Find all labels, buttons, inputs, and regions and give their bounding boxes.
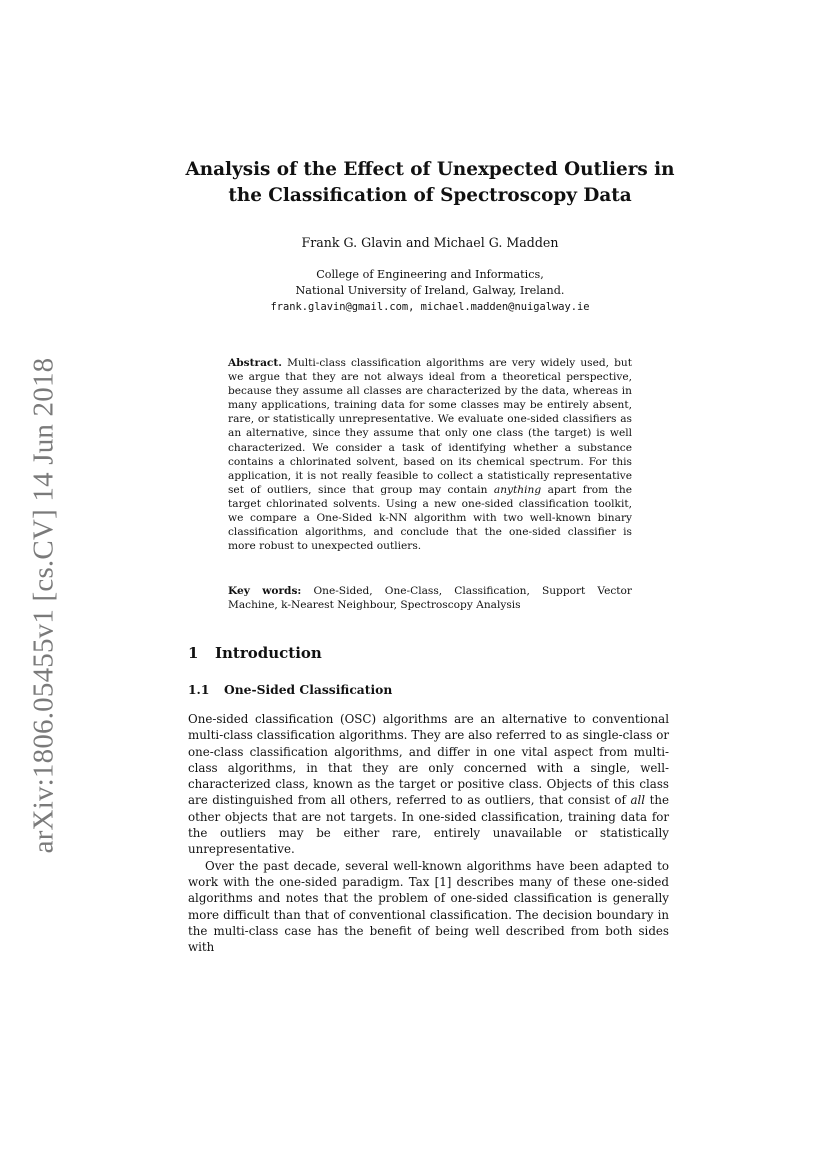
subsection-title: One-Sided Classification — [224, 682, 393, 697]
title-line-2: the Classification of Spectroscopy Data — [228, 185, 632, 206]
affiliation — [160, 267, 700, 315]
paragraph-1-part2: the other objects that are not targets. In one-sided classification, training data for the outliers may be either rare, entirely unavailable or statistically unrepresentative. — [188, 793, 670, 857]
abstract-text-part1: Multi-class classification algorithms are very widely used, but we argue that they are not always ideal from a theoretical perspective, because they assume all classes are characterized by the data, whereas in many applications, training data for some classes may be entirely absent, rare, or statistically unrepresentative. We evaluate one-sided classifiers as an alternative, since they assume that only one class (the target) is well characterized. We consider a task of identifying whether a substance contains a chlorinated solvent, based on its chemical spectrum. For this application, it is not really feasible to collect a statistically representative set of outliers, since that group may contain — [228, 357, 632, 496]
paragraph-1-part1: One-sided classification (OSC) algorithms are an alternative to conventional multi-class classification algorithms. They are also referred to as single-class or one-class classification algorithms, and differ in one vital aspect from multi-class algorithms, in that they are only concerned with a single, well-characterized class, known as the target or positive class. Objects of this class are distinguished from all others, referred to as outliers, that consist of — [188, 712, 669, 808]
title-line-1: Analysis of the Effect of Unexpected Outliers in — [185, 159, 675, 180]
arxiv-identifier: arXiv:1806.05455v1 [cs.CV] 14 Jun 2018 — [27, 357, 60, 853]
abstract — [228, 356, 632, 553]
abstract-label: Abstract. — [228, 357, 282, 369]
paragraph-1 — [188, 711, 669, 858]
section-heading — [188, 644, 322, 662]
abstract-emphasis: anything — [493, 483, 542, 496]
paragraph-1-emphasis: all — [630, 793, 646, 808]
subsection-heading — [188, 682, 392, 697]
paragraph-2: Over the past decade, several well-known algorithms have been adapted to work with the one-sided paradigm. Tax [1] describes many of these one-sided algorithms and notes that the problem of one-sided classification is generally more difficult than that of conventional classification. The decision boundary in the multi-class case has the benefit of being well described from both sides with — [188, 858, 669, 955]
author-emails: frank.glavin@gmail.com, michael.madden@nuigalway.ie — [270, 301, 590, 313]
paper-title — [160, 157, 700, 209]
affiliation-line-1: College of Engineering and Informatics, — [316, 268, 544, 281]
subsection-number: 1.1 — [188, 682, 210, 697]
section-number: 1 — [188, 644, 199, 662]
abstract-text-part2: apart from the target chlorinated solvents. Using a new one-sided classification toolkit, we compare a One-Sided k-NN algorithm with two well-known binary classification algorithms, and conclude that the one-sided classifier is more robust to unexpected outliers. — [228, 483, 632, 553]
authors: Frank G. Glavin and Michael G. Madden — [301, 235, 559, 250]
keywords-text: One-Sided, One-Class, Classification, Support Vector Machine, k-Nearest Neighbour, Spectroscopy Analysis — [228, 585, 632, 612]
keywords — [228, 584, 632, 612]
keywords-label: Key words: — [228, 585, 302, 597]
section-title: Introduction — [215, 644, 322, 662]
body-text — [188, 711, 669, 955]
affiliation-line-2: National University of Ireland, Galway, Ireland. — [295, 284, 565, 297]
arxiv-side-stamp — [18, 355, 70, 855]
